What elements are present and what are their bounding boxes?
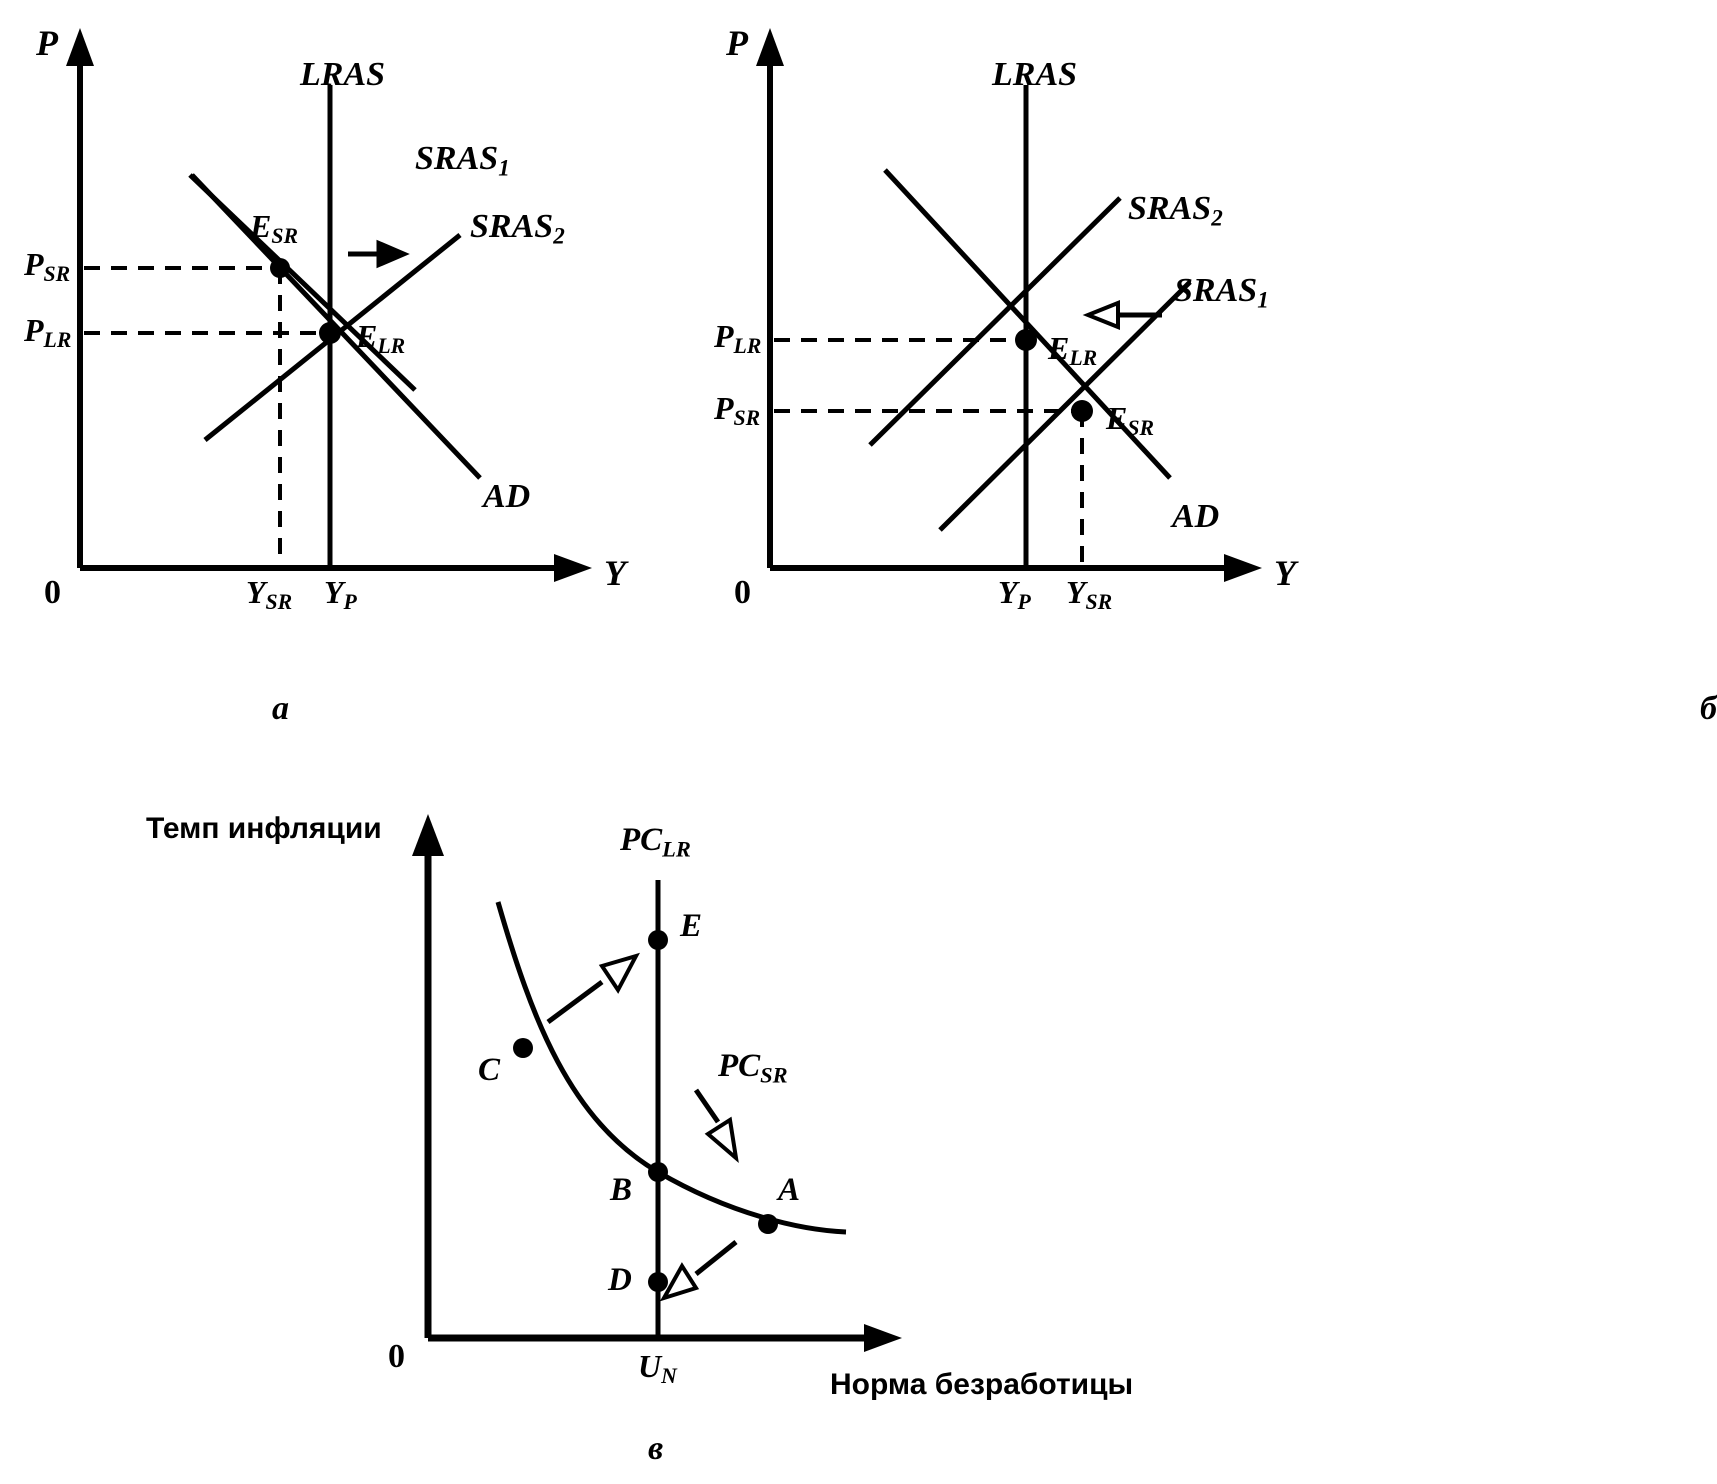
panel-v-caption: в (648, 1430, 664, 1467)
y-axis (412, 814, 444, 1338)
panel-a-origin-label: 0 (44, 574, 61, 611)
point-d (648, 1272, 668, 1292)
panel-v-graph (140, 790, 1260, 1430)
panel-a-y-axis-label: P (36, 23, 58, 63)
panel-v-x-axis-label: Норма безработицы (830, 1368, 1134, 1401)
arrow-down-right (664, 1242, 736, 1298)
point-e (648, 930, 668, 950)
point-esr (1071, 400, 1093, 422)
panel-a-caption: а (272, 690, 289, 727)
panel-v-origin-label: 0 (388, 1338, 405, 1375)
point-label-d: D (608, 1262, 632, 1298)
curve-label-pc-lr: $PC_{LR}$ (620, 822, 691, 862)
point-label-c: C (478, 1052, 501, 1088)
panel-v-y-axis-label: Темп инфляции (146, 812, 382, 845)
tick-label-psr: $P_{SR}$ (24, 246, 71, 287)
panel-b-origin-label: 0 (734, 574, 751, 611)
tick-label-ysr: $Y_{SR}$ (246, 574, 293, 615)
point-elr (319, 322, 341, 344)
tick-label-un: $U_N$ (638, 1348, 677, 1389)
curve-label-sras1: $SRAS_1$ (415, 140, 510, 182)
panel-b-x-axis-label: Y (1274, 553, 1296, 593)
point-esr (270, 258, 290, 278)
curve-label-lras: LRAS (300, 56, 386, 93)
arrow-pcsr-pointer (696, 1090, 736, 1158)
y-axis (756, 28, 784, 568)
panel-a (0, 0, 680, 727)
panel-b-y-axis-label: P (726, 23, 748, 63)
tick-label-psr: $P_{SR}$ (714, 390, 761, 431)
tick-label-yp: $Y_P$ (324, 574, 357, 615)
point-label-esr: $E_{SR}$ (250, 208, 298, 249)
point-label-b: B (610, 1172, 633, 1208)
point-b (648, 1162, 668, 1182)
panel-b-caption: б (1700, 690, 1717, 727)
curve-label-sras2: $SRAS_2$ (1128, 190, 1223, 232)
point-a (758, 1214, 778, 1234)
point-label-esr: $E_{SR}$ (1106, 400, 1154, 441)
curve-label-sras2: $SRAS_2$ (470, 208, 565, 250)
curve-label-ad: AD (483, 478, 531, 515)
curve-label-sras1: $SRAS_1$ (1174, 272, 1269, 314)
curve-label-ad: AD (1172, 498, 1220, 535)
panel-b (700, 0, 1717, 727)
point-c (513, 1038, 533, 1058)
panel-a-graph (0, 0, 680, 660)
y-axis (66, 28, 94, 568)
panel-v (140, 790, 1260, 1484)
point-label-e: E (680, 908, 703, 944)
curve-label-pc-sr: $PC_{SR}$ (718, 1048, 788, 1088)
curve-label-lras: LRAS (992, 56, 1078, 93)
tick-label-plr: $P_{LR}$ (24, 312, 72, 353)
panel-a-x-axis-label: Y (604, 553, 626, 593)
point-elr (1015, 329, 1037, 351)
arrow-up-right (548, 956, 636, 1022)
tick-label-yp: $Y_P$ (998, 574, 1031, 615)
point-label-a: A (778, 1172, 801, 1208)
tick-label-plr: $P_{LR}$ (714, 318, 762, 359)
tick-label-ysr: $Y_{SR}$ (1066, 574, 1113, 615)
point-label-elr: $E_{LR}$ (1048, 330, 1098, 371)
shift-arrow-right (348, 242, 406, 266)
point-label-elr: $E_{LR}$ (356, 318, 406, 359)
